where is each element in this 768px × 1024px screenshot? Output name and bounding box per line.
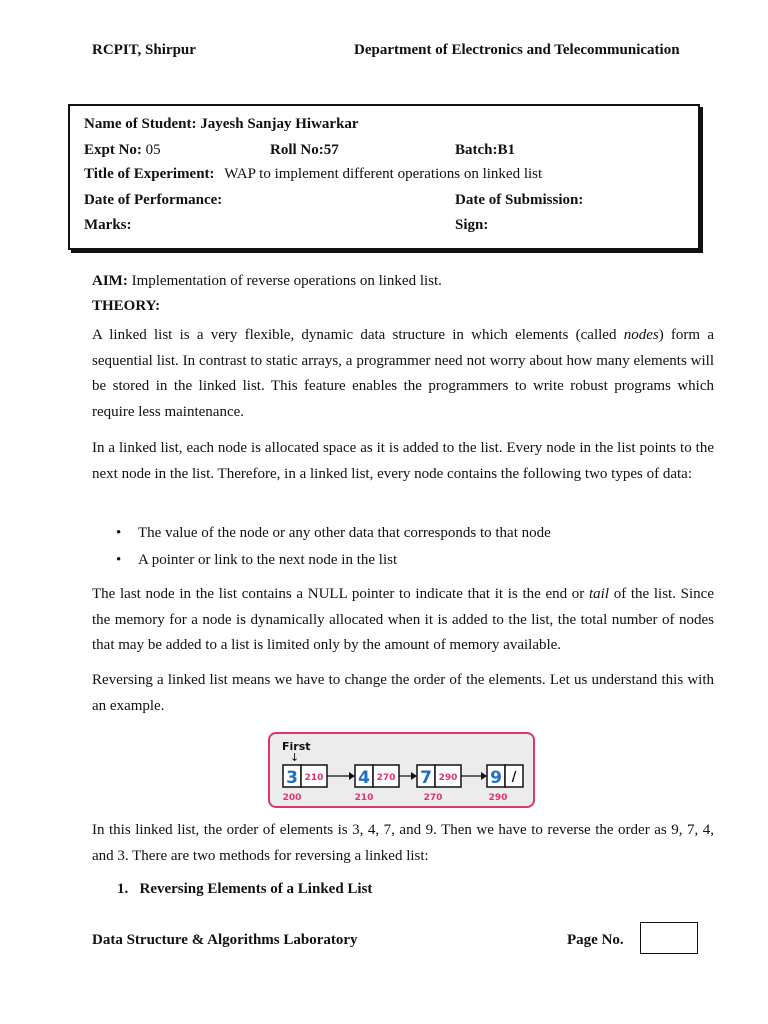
para1-text-b: ) form a sequential list. In contrast to static arrays, a programmer need not worry about how many elements will be stored in the linked list. This feature enables the programmers to write robust programs which require less maintenance. <box>92 327 714 420</box>
linked-list-svg <box>270 734 532 806</box>
paragraph-linked-list-intro <box>92 323 714 425</box>
para1-emphasis: nodes <box>623 327 659 343</box>
node-address: 270 <box>423 793 443 803</box>
institute-name: RCPIT, Shirpur <box>92 42 196 58</box>
experiment-title-row <box>84 166 542 183</box>
expt-no-label: Expt No: <box>84 142 142 158</box>
student-name-value: Jayesh Sanjay Hiwarkar <box>200 116 359 132</box>
first-pointer-arrow: ↓ <box>290 751 300 764</box>
aim-label: AIM: <box>92 273 128 289</box>
footer-page-label: Page No. <box>567 932 624 948</box>
department-name: Department of Electronics and Telecommunication <box>354 42 680 58</box>
node-address: 210 <box>354 793 374 803</box>
paragraph-reverse-order: In this linked list, the order of elements is 3, 4, 7, and 9. Then we have to reverse the order as 9, 7, 4, and 3. There are two methods for reversing a linked list: <box>92 822 714 864</box>
para1-text-a: A linked list is a very flexible, dynamic data structure in which elements (called <box>92 327 624 343</box>
sign-label: Sign: <box>455 217 489 233</box>
bullet-symbol: • <box>116 525 122 541</box>
para3-text-b: of the list. Since the memory for a node is dynamically allocated when it is added to the list, the total number of nodes that may be added to a list is limited only by the amount of memory available. <box>92 586 714 654</box>
node <box>283 765 327 803</box>
first-label: First <box>282 740 311 753</box>
marks-label: Marks: <box>84 217 132 233</box>
aim-text: Implementation of reverse operations on linked list. <box>131 273 442 289</box>
paragraph-reversing-intro: Reversing a linked list means we have to change the order of the elements. Let us understand this with an example. <box>92 672 714 714</box>
experiment-title-label: Title of Experiment: <box>84 166 215 182</box>
node-value: 7 <box>420 768 432 788</box>
date-of-performance-label: Date of Performance: <box>84 192 223 208</box>
roll-no: Roll No:57 <box>270 142 339 158</box>
paragraph-null-pointer <box>92 582 714 659</box>
node <box>417 765 461 803</box>
aim-line <box>92 273 442 290</box>
link-arrow-head <box>349 772 355 780</box>
experiment-title-value: WAP to implement different operations on linked list <box>224 166 543 182</box>
page-number-box <box>640 922 698 954</box>
link-arrow-head <box>481 772 487 780</box>
bullet-text: The value of the node or any other data that corresponds to that node <box>138 525 551 541</box>
para3-emphasis: tail <box>589 586 610 602</box>
section-heading-reversing-elements: 1. Reversing Elements of a Linked List <box>117 881 373 897</box>
expt-no-row <box>84 142 161 159</box>
node <box>355 765 399 803</box>
date-of-submission-label: Date of Submission: <box>455 192 584 208</box>
node-value: 3 <box>286 768 298 788</box>
expt-no-value: 05 <box>145 142 161 158</box>
linked-list-diagram <box>268 732 535 808</box>
node-pointer: 290 <box>438 773 458 783</box>
node <box>487 765 523 803</box>
student-name-row <box>84 116 359 133</box>
batch: Batch:B1 <box>455 142 515 158</box>
bullet-text: A pointer or link to the next node in the list <box>138 552 398 568</box>
node-address: 290 <box>488 793 508 803</box>
node-pointer: 270 <box>376 773 396 783</box>
bullet-symbol: • <box>116 552 122 568</box>
student-name-label: Name of Student: <box>84 116 197 132</box>
node-value: 9 <box>490 768 502 788</box>
node-value: 4 <box>358 768 370 788</box>
link-arrow-head <box>411 772 417 780</box>
node-address: 200 <box>282 793 302 803</box>
node-pointer: 210 <box>304 773 324 783</box>
paragraph-node-allocation: In a linked list, each node is allocated space as it is added to the list. Every node in the list points to the next node in the list. Therefore, in a linked list, every node contains the following two types of data: <box>92 440 714 482</box>
para3-text-a: The last node in the list contains a NULL pointer to indicate that it is the end or <box>92 586 589 602</box>
theory-heading: THEORY: <box>92 298 161 314</box>
node-null-pointer: / <box>511 770 517 785</box>
footer-lab-name: Data Structure & Algorithms Laboratory <box>92 932 358 948</box>
